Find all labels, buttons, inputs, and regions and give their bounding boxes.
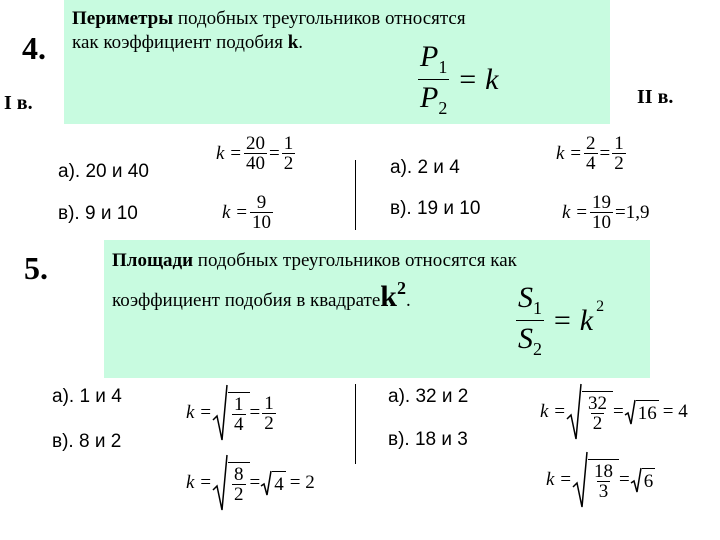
radical-sign-icon bbox=[572, 451, 588, 509]
s4-right-a-eq: = bbox=[599, 142, 611, 164]
s4-right-a-frac2-den: 2 bbox=[614, 153, 624, 174]
perimeter-ratio-rhs: = k bbox=[457, 62, 499, 96]
area-rule-line2: коэффициент подобия в квадрате bbox=[112, 290, 381, 311]
s4-right-b-label: в). 19 и 10 bbox=[390, 198, 481, 219]
s4-left-a-frac2-den: 2 bbox=[283, 153, 294, 174]
p2-symbol: P bbox=[420, 81, 439, 114]
perimeter-rule-text bbox=[72, 7, 466, 55]
s2-symbol: S bbox=[518, 322, 533, 355]
s5-right-b-label: в). 18 и 3 bbox=[388, 429, 468, 450]
s4-left-a-label: а). 20 и 40 bbox=[58, 161, 149, 182]
s4-left-b-label: в). 9 и 10 bbox=[58, 203, 138, 224]
s5-left-a-sqrt bbox=[212, 384, 250, 442]
area-ratio-formula bbox=[514, 283, 604, 358]
s5-right-b-frac-den: 3 bbox=[598, 481, 609, 502]
area-k-exponent: 2 bbox=[396, 278, 406, 298]
s5-left-a-frac-num: 1 bbox=[234, 394, 244, 415]
area-ratio-fraction bbox=[516, 283, 544, 358]
area-ratio-exponent: 2 bbox=[596, 297, 605, 315]
s5-left-b-root: 4 bbox=[272, 471, 286, 496]
s4-left-a-eq: = bbox=[269, 142, 280, 164]
s4-right-a-frac2-num: 1 bbox=[614, 133, 624, 154]
s4-right-b-rhs: =1,9 bbox=[615, 201, 650, 223]
s5-right-b-frac-num: 18 bbox=[594, 461, 614, 482]
p1-index: 1 bbox=[438, 57, 448, 77]
s5-right-a-sqrt2 bbox=[624, 399, 659, 425]
variant-1-label: I в. bbox=[4, 92, 33, 114]
radical-sign-icon bbox=[212, 384, 228, 442]
s4-right-b-formula bbox=[562, 193, 649, 232]
s5-right-a-frac bbox=[586, 394, 609, 433]
s4-left-b-frac-num: 9 bbox=[256, 192, 267, 213]
s4-left-a-frac2 bbox=[282, 134, 296, 173]
s4-right-a-frac1-den: 4 bbox=[586, 153, 596, 174]
p2-index: 2 bbox=[438, 98, 448, 118]
s5-left-b-eq: = bbox=[249, 472, 261, 493]
s5-left-a-label: а). 1 и 4 bbox=[52, 386, 122, 407]
s4-right-a-frac2 bbox=[612, 134, 626, 173]
s4-left-b-lhs: k = bbox=[222, 201, 249, 223]
s5-left-a-frac2-den: 2 bbox=[264, 412, 274, 434]
area-rule-text bbox=[112, 248, 517, 314]
s4-left-a-frac1 bbox=[244, 134, 267, 173]
s5-right-a-frac-num: 32 bbox=[588, 393, 608, 414]
perimeter-ratio-fraction bbox=[418, 42, 449, 117]
radical-sign-icon bbox=[630, 467, 642, 493]
task-number-5: 5. bbox=[24, 250, 48, 286]
s5-right-a-frac-den: 2 bbox=[592, 413, 603, 434]
s5-left-b-frac-den: 2 bbox=[234, 484, 244, 505]
s5-left-a-frac bbox=[232, 395, 246, 434]
s4-right-b-frac bbox=[590, 193, 613, 232]
s5-column-divider bbox=[355, 384, 356, 464]
s5-right-a-lhs: k = bbox=[540, 401, 567, 422]
s5-right-b-frac bbox=[592, 462, 615, 501]
s4-right-b-lhs: k = bbox=[562, 201, 589, 223]
s4-left-b-frac-den: 10 bbox=[252, 212, 272, 233]
s4-right-a-label: а). 2 и 4 bbox=[390, 157, 460, 178]
s4-left-b-formula bbox=[222, 193, 275, 232]
s5-right-b-sqrt2 bbox=[630, 467, 656, 493]
s4-left-a-frac2-num: 1 bbox=[283, 133, 294, 154]
s5-left-a-lhs: k = bbox=[186, 402, 213, 423]
perimeter-rule-line1: подобных треугольников относятся bbox=[173, 8, 466, 29]
s5-left-b-sqrt bbox=[212, 454, 250, 512]
radical-sign-icon bbox=[566, 383, 582, 441]
s5-right-b-root: 6 bbox=[642, 468, 656, 493]
s4-right-b-frac-den: 10 bbox=[592, 212, 612, 233]
area-ratio-rhs: = k bbox=[552, 303, 594, 337]
s5-left-b-rhs: = 2 bbox=[289, 472, 315, 493]
task-number-4: 4. bbox=[22, 30, 46, 66]
s4-right-a-frac1 bbox=[584, 134, 598, 173]
s4-left-a-lhs: k = bbox=[216, 142, 243, 164]
s4-right-a-lhs: k = bbox=[556, 142, 583, 164]
s5-left-a-eq: = bbox=[249, 402, 261, 423]
perimeter-ratio-formula bbox=[416, 42, 498, 117]
s5-left-a-frac2 bbox=[262, 394, 276, 433]
s1-index: 1 bbox=[533, 298, 542, 318]
s5-right-a-eq: = bbox=[613, 401, 624, 422]
s5-left-b-label: в). 8 и 2 bbox=[52, 431, 122, 452]
area-word: Площади bbox=[112, 250, 194, 271]
s5-left-b-formula bbox=[186, 454, 315, 512]
s4-column-divider bbox=[355, 160, 356, 230]
s4-right-a-formula bbox=[556, 134, 628, 173]
s5-right-a-label: а). 32 и 2 bbox=[388, 386, 469, 407]
s5-left-a-frac-den: 4 bbox=[234, 414, 244, 435]
s5-right-a-rhs: = 4 bbox=[662, 401, 688, 422]
s5-right-b-eq: = bbox=[619, 469, 630, 490]
s4-right-a-frac1-num: 2 bbox=[586, 133, 596, 154]
perimeter-rule-line2: как коэффициент подобия bbox=[72, 32, 288, 53]
perimeter-rule-end: . bbox=[298, 32, 304, 53]
s5-right-b-sqrt bbox=[572, 451, 619, 509]
s5-left-a-frac2-num: 1 bbox=[264, 392, 274, 414]
s5-left-b-lhs: k = bbox=[186, 472, 213, 493]
perimeter-k: k bbox=[287, 32, 299, 53]
s1-symbol: S bbox=[518, 281, 533, 314]
s2-index: 2 bbox=[533, 339, 542, 359]
area-rule-line1: подобных треугольников относятся как bbox=[193, 250, 517, 271]
s5-right-b-formula bbox=[546, 451, 655, 509]
s4-left-b-frac bbox=[250, 193, 273, 232]
radical-sign-icon bbox=[260, 470, 272, 496]
s4-left-a-frac1-den: 40 bbox=[246, 153, 266, 174]
s5-left-a-formula bbox=[186, 384, 278, 442]
s5-left-b-frac bbox=[232, 465, 246, 504]
area-rule-end: . bbox=[405, 290, 411, 311]
area-k: k bbox=[380, 280, 397, 313]
p1-symbol: P bbox=[420, 40, 439, 73]
perimeter-word: Периметры bbox=[72, 8, 174, 29]
radical-sign-icon bbox=[624, 399, 636, 425]
radical-sign-icon bbox=[212, 454, 228, 512]
s4-right-b-frac-num: 19 bbox=[592, 192, 612, 213]
s5-right-a-sqrt bbox=[566, 383, 613, 441]
s5-right-a-root: 16 bbox=[636, 400, 659, 425]
s5-left-b-frac-num: 8 bbox=[234, 464, 244, 485]
s5-right-b-lhs: k = bbox=[546, 469, 573, 490]
s4-left-a-frac1-num: 20 bbox=[246, 133, 266, 154]
variant-2-label: II в. bbox=[637, 86, 674, 108]
s5-left-b-sqrt2 bbox=[260, 470, 286, 496]
s5-right-a-formula bbox=[540, 383, 688, 441]
s4-left-a-formula bbox=[216, 134, 297, 173]
